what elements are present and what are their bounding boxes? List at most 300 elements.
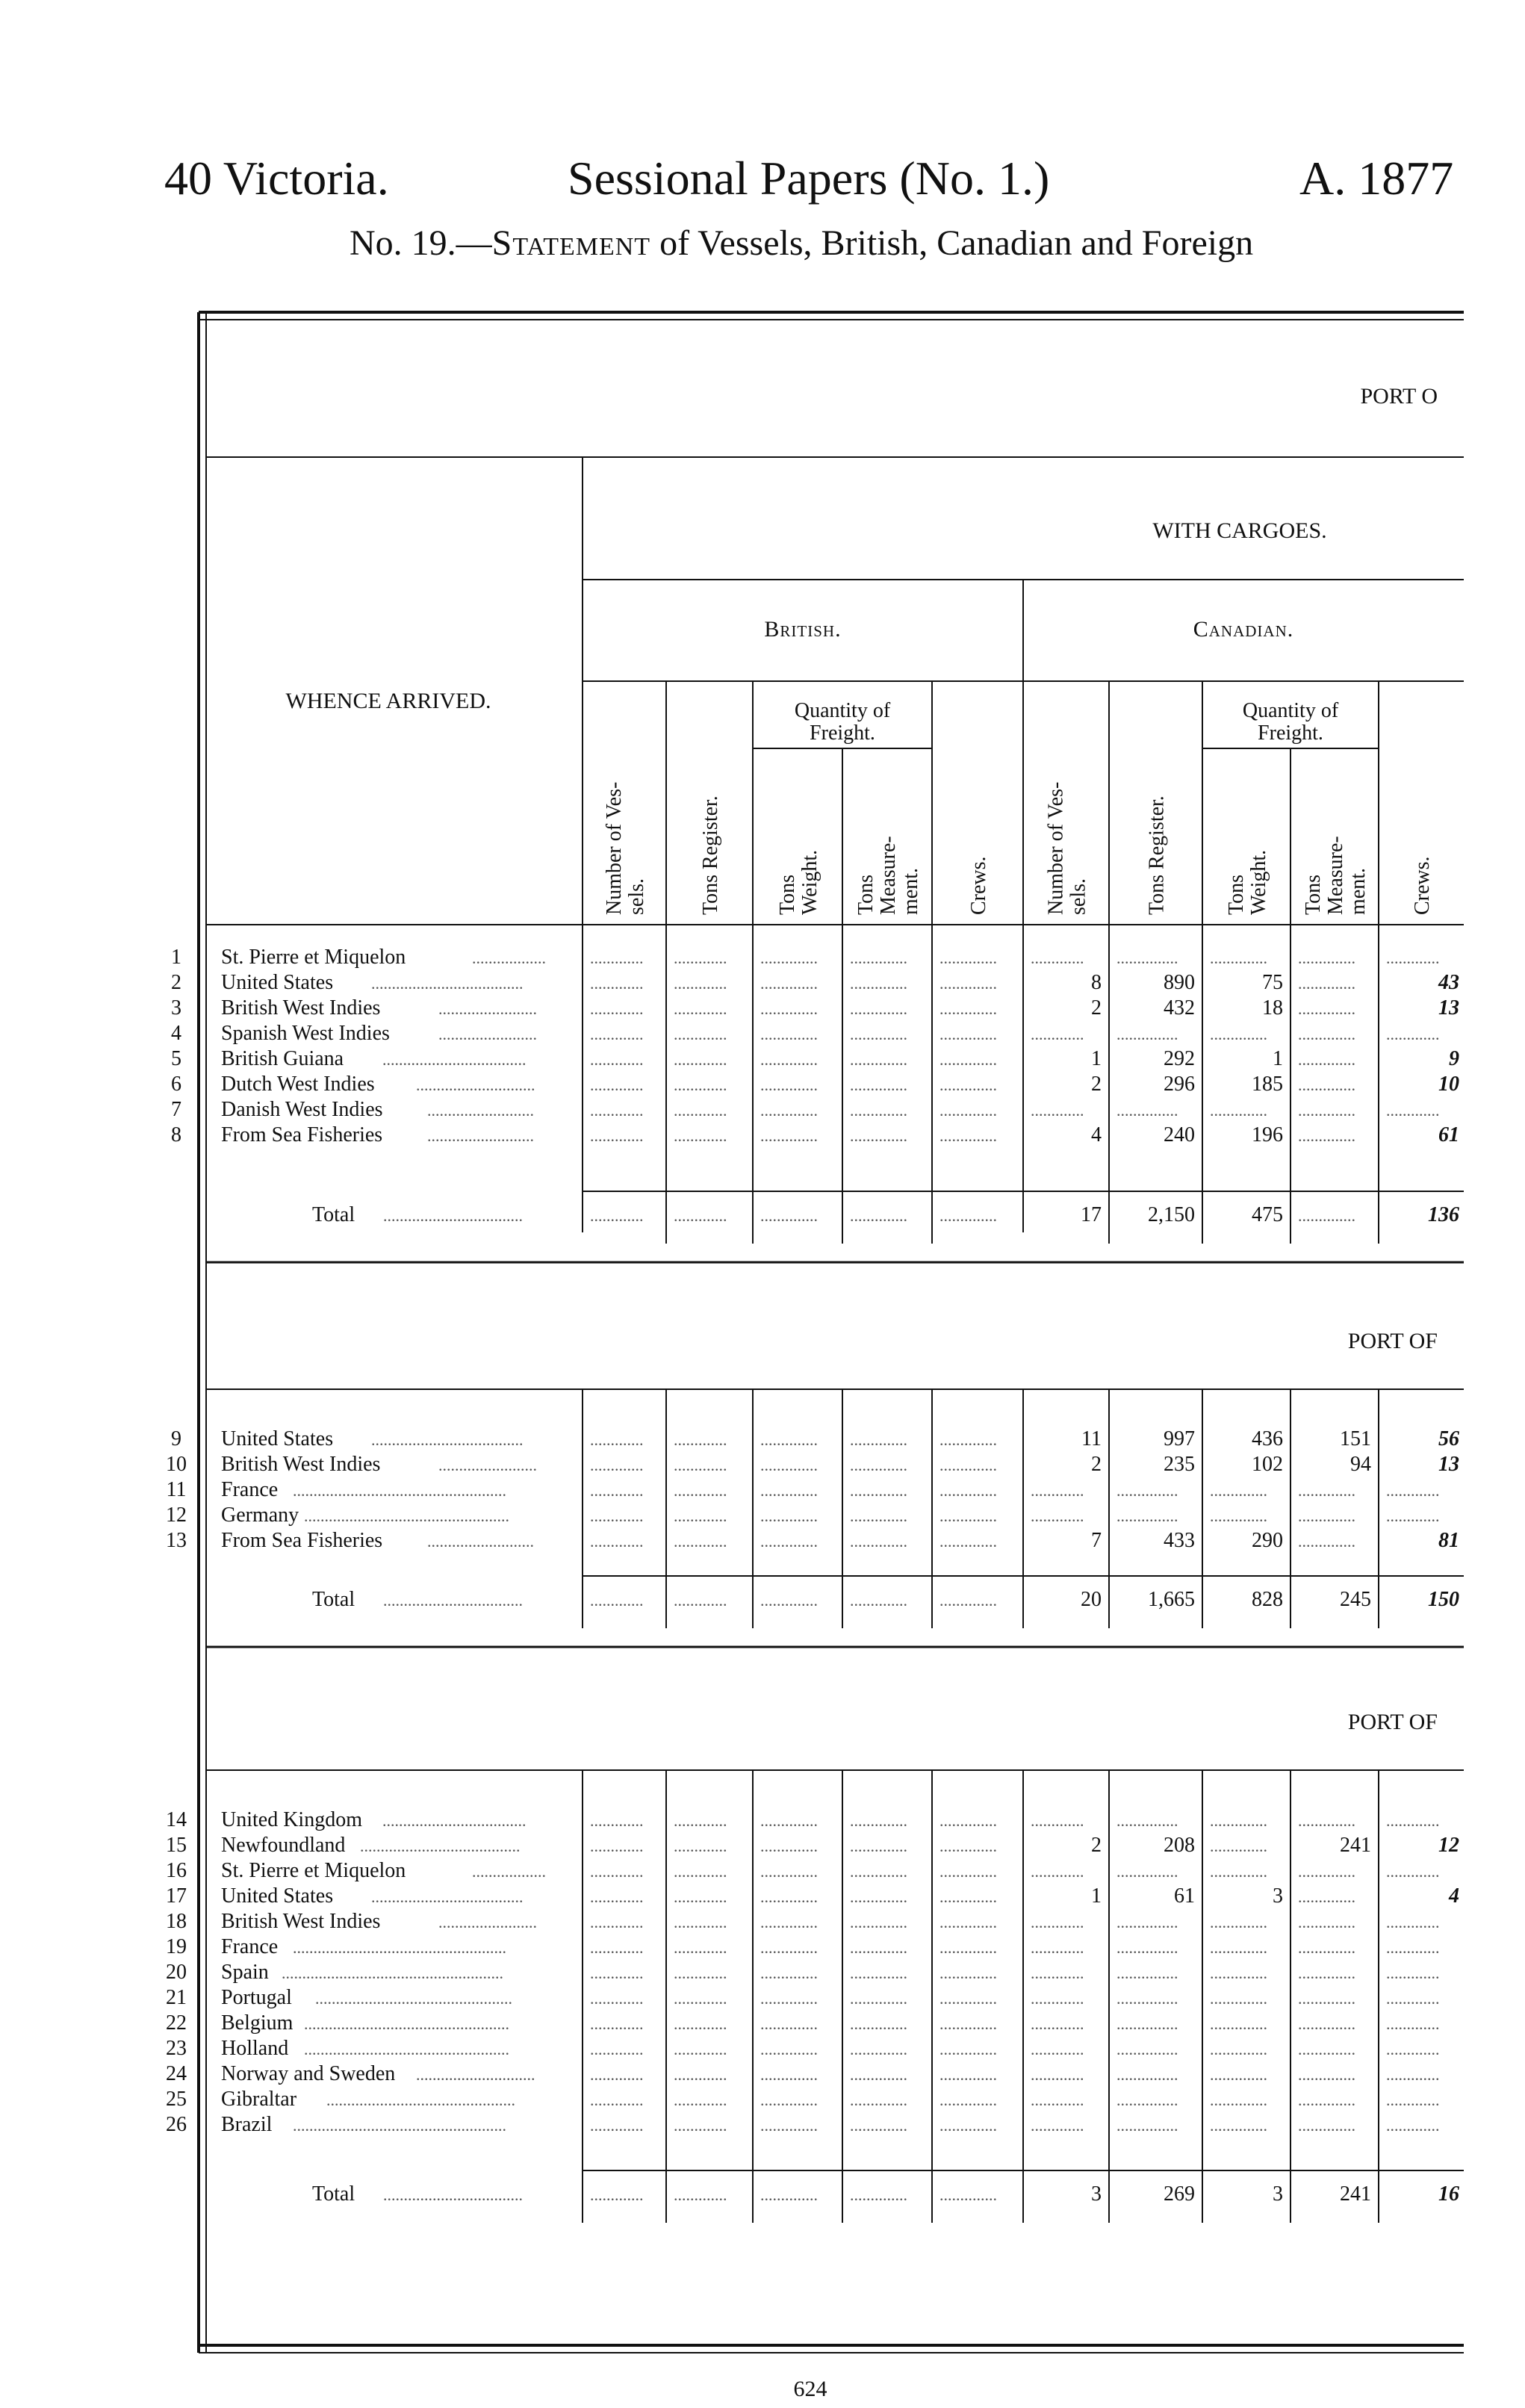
- empty-cell-dots: .............: [590, 1913, 644, 1931]
- empty-cell-dots: ..............: [1298, 1938, 1355, 1957]
- empty-cell-dots: .............: [590, 1591, 644, 1610]
- empty-cell-dots: ..............: [939, 2065, 997, 2084]
- empty-cell-dots: ..............: [939, 1206, 997, 1225]
- title-statement: Statement: [491, 223, 651, 263]
- empty-cell-dots: .............: [1386, 1025, 1440, 1043]
- empty-cell-dots: ...............: [1116, 1913, 1178, 1931]
- canadian-crew-value: 13: [1438, 1453, 1459, 1476]
- row-name: Gibraltar: [221, 2088, 297, 2111]
- canadian-value: 94: [1350, 1453, 1371, 1476]
- empty-cell-dots: ..............: [760, 1989, 818, 2008]
- row-name: United States: [221, 1427, 334, 1450]
- empty-cell-dots: ..............: [1298, 1126, 1355, 1145]
- empty-cell-dots: .............: [1386, 1862, 1440, 1881]
- empty-cell-dots: ..............: [850, 1989, 907, 2008]
- empty-cell-dots: .............: [674, 2040, 727, 2058]
- row-number: 16: [166, 1859, 187, 1882]
- british-number-of-vessels-header: [603, 782, 648, 915]
- leader-dots: ..................................................: [304, 2014, 509, 2033]
- empty-cell-dots: ..............: [1210, 949, 1267, 967]
- empty-cell-dots: .............: [1386, 949, 1440, 967]
- empty-cell-dots: ...............: [1116, 2040, 1178, 2058]
- page-number: 624: [793, 2377, 827, 2401]
- empty-cell-dots: ..............: [939, 1887, 997, 1906]
- leader-dots: ........................: [438, 1025, 537, 1043]
- empty-cell-dots: .............: [1031, 949, 1084, 967]
- empty-cell-dots: ..............: [850, 1532, 907, 1551]
- empty-cell-dots: ..............: [1210, 1938, 1267, 1957]
- empty-cell-dots: ..............: [850, 1456, 907, 1474]
- row-number: 21: [166, 1986, 187, 2009]
- empty-cell-dots: ...............: [1116, 1811, 1178, 1830]
- empty-cell-dots: .............: [674, 2065, 727, 2084]
- freight-label-canadian-2: Freight.: [1258, 722, 1323, 745]
- empty-cell-dots: ..............: [1298, 1025, 1355, 1043]
- leader-dots: ........................: [438, 999, 537, 1018]
- empty-cell-dots: .............: [590, 1206, 644, 1225]
- empty-cell-dots: ..............: [939, 1811, 997, 1830]
- row-name: British Guiana: [221, 1047, 344, 1070]
- british-tons-register-header: [699, 795, 722, 915]
- empty-cell-dots: .............: [590, 2116, 644, 2135]
- canadian-value: 18: [1262, 996, 1283, 1020]
- empty-cell-dots: ..............: [850, 1206, 907, 1225]
- canadian-tons-measurement-header-line-1: Tons: [1302, 874, 1325, 915]
- leader-dots: ..........................: [427, 1126, 534, 1145]
- total-crew-value: 136: [1428, 1203, 1459, 1226]
- canadian-tons-weight-header-line-1: Tons: [1225, 874, 1248, 915]
- canadian-crew-value: 43: [1438, 971, 1459, 994]
- empty-cell-dots: ..............: [939, 1456, 997, 1474]
- canadian-crew-value: 61: [1438, 1123, 1459, 1146]
- empty-cell-dots: .............: [590, 2065, 644, 2084]
- canadian-value: 2: [1091, 1834, 1102, 1857]
- empty-cell-dots: ..............: [850, 1591, 907, 1610]
- port-label-3: PORT OF: [1347, 1710, 1438, 1734]
- empty-cell-dots: ..............: [760, 1430, 818, 1449]
- empty-cell-dots: .............: [590, 1532, 644, 1551]
- empty-cell-dots: ..............: [1298, 1506, 1355, 1525]
- total-canadian-value: 475: [1252, 1203, 1283, 1226]
- empty-cell-dots: ..............: [850, 1811, 907, 1830]
- total-label: Total: [312, 1203, 355, 1226]
- row-number: 18: [166, 1910, 187, 1933]
- row-name: Belgium: [221, 2011, 293, 2035]
- total-crew-value: 16: [1438, 2182, 1459, 2206]
- leader-dots: ..................................................: [304, 2040, 509, 2058]
- empty-cell-dots: .............: [590, 1837, 644, 1855]
- empty-cell-dots: ..............: [760, 1076, 818, 1094]
- canadian-crew-value: 9: [1449, 1047, 1459, 1070]
- canadian-value: 208: [1164, 1834, 1195, 1857]
- empty-cell-dots: .............: [1386, 2116, 1440, 2135]
- empty-cell-dots: .............: [1031, 1101, 1084, 1120]
- canadian-tons-measurement-header-line-2: Measure-: [1324, 836, 1347, 915]
- canadian-value: 3: [1273, 1884, 1283, 1908]
- total-canadian-value: 245: [1340, 1588, 1371, 1611]
- empty-cell-dots: .............: [674, 1206, 727, 1225]
- total-canadian-value: 2,150: [1148, 1203, 1195, 1226]
- british-tons-measurement-header-line-3: ment.: [899, 868, 922, 915]
- empty-cell-dots: .............: [1031, 1862, 1084, 1881]
- british-heading: British.: [764, 617, 842, 642]
- empty-cell-dots: ..............: [850, 1913, 907, 1931]
- empty-cell-dots: .............: [590, 1025, 644, 1043]
- row-number: 13: [166, 1529, 187, 1552]
- empty-cell-dots: ..............: [760, 2014, 818, 2033]
- header-center: Sessional Papers (No. 1.): [568, 152, 1050, 205]
- british-tons-weight-header-line-2: Weight.: [798, 849, 821, 915]
- leader-dots: .....................................: [371, 974, 524, 993]
- freight-label-british-1: Quantity of: [794, 699, 891, 722]
- leader-dots: ........................: [438, 1456, 537, 1474]
- canadian-value: 997: [1164, 1427, 1195, 1450]
- row-number: 8: [171, 1123, 181, 1146]
- empty-cell-dots: ..............: [1298, 1532, 1355, 1551]
- empty-cell-dots: .............: [674, 1456, 727, 1474]
- empty-cell-dots: ..............: [1210, 1989, 1267, 2008]
- row-number: 5: [171, 1047, 181, 1070]
- canadian-crew-value: 81: [1438, 1529, 1459, 1552]
- canadian-value: 2: [1091, 1453, 1102, 1476]
- empty-cell-dots: ..............: [939, 1532, 997, 1551]
- empty-cell-dots: ..............: [1210, 1913, 1267, 1931]
- empty-cell-dots: .............: [674, 1101, 727, 1120]
- row-number: 7: [171, 1098, 181, 1121]
- empty-cell-dots: ..............: [1210, 2116, 1267, 2135]
- empty-cell-dots: ..............: [1210, 1506, 1267, 1525]
- empty-cell-dots: .............: [1031, 1989, 1084, 2008]
- empty-cell-dots: .............: [674, 1913, 727, 1931]
- empty-cell-dots: .............: [1031, 2116, 1084, 2135]
- leader-dots: .....................................: [371, 1430, 524, 1449]
- leader-dots: .......................................: [360, 1837, 521, 1855]
- row-name: British West Indies: [221, 996, 381, 1020]
- total-canadian-value: 3: [1273, 2182, 1283, 2206]
- empty-cell-dots: .............: [1031, 2014, 1084, 2033]
- empty-cell-dots: ..............: [939, 1101, 997, 1120]
- empty-cell-dots: .............: [674, 1989, 727, 2008]
- canadian-tons-register-header: [1146, 795, 1169, 915]
- row-name: Danish West Indies: [221, 1098, 383, 1121]
- empty-cell-dots: .............: [674, 1938, 727, 1957]
- empty-cell-dots: ..............: [850, 974, 907, 993]
- row-name: British West Indies: [221, 1453, 381, 1476]
- canadian-value: 185: [1252, 1073, 1283, 1096]
- canadian-tons-weight-header-line-2: Weight.: [1247, 849, 1270, 915]
- empty-cell-dots: .............: [1386, 1989, 1440, 2008]
- empty-cell-dots: ..............: [1298, 2065, 1355, 2084]
- empty-cell-dots: .............: [1386, 1938, 1440, 1957]
- british-tons-measurement-header-line-2: Measure-: [877, 836, 900, 915]
- empty-cell-dots: ..............: [760, 1837, 818, 1855]
- empty-cell-dots: .............: [1031, 1964, 1084, 1982]
- empty-cell-dots: ..............: [1210, 1025, 1267, 1043]
- empty-cell-dots: ..............: [760, 999, 818, 1018]
- row-name: St. Pierre et Miquelon: [221, 946, 406, 969]
- empty-cell-dots: .............: [674, 1126, 727, 1145]
- total-crew-value: 150: [1428, 1588, 1459, 1611]
- canadian-tons-register-header-line-1: Tons Register.: [1145, 795, 1169, 915]
- british-tons-weight-header: [776, 850, 821, 915]
- empty-cell-dots: ..............: [1298, 999, 1355, 1018]
- empty-cell-dots: .............: [674, 999, 727, 1018]
- empty-cell-dots: .............: [1031, 1811, 1084, 1830]
- row-number: 3: [171, 996, 181, 1020]
- empty-cell-dots: ..............: [850, 2014, 907, 2033]
- empty-cell-dots: ..............: [1298, 1862, 1355, 1881]
- empty-cell-dots: ..............: [1210, 2014, 1267, 2033]
- empty-cell-dots: ...............: [1116, 949, 1178, 967]
- empty-cell-dots: ..............: [1298, 1887, 1355, 1906]
- empty-cell-dots: ..............: [850, 2116, 907, 2135]
- port-label-1: PORT O: [1360, 384, 1438, 409]
- empty-cell-dots: .............: [590, 974, 644, 993]
- empty-cell-dots: ...............: [1116, 2065, 1178, 2084]
- row-name: Germany: [221, 1504, 299, 1527]
- empty-cell-dots: ..............: [939, 2014, 997, 2033]
- british-tons-measurement-header: [854, 836, 922, 915]
- row-number: 4: [171, 1022, 181, 1045]
- empty-cell-dots: .............: [674, 2091, 727, 2109]
- empty-cell-dots: ..............: [1210, 2065, 1267, 2084]
- british-crews-header-line-1: Crews.: [967, 856, 990, 915]
- empty-cell-dots: .............: [590, 1481, 644, 1500]
- empty-cell-dots: ..............: [760, 974, 818, 993]
- empty-cell-dots: ..............: [939, 949, 997, 967]
- empty-cell-dots: ..............: [939, 1964, 997, 1982]
- empty-cell-dots: .............: [590, 1076, 644, 1094]
- port-label-2: PORT OF: [1347, 1329, 1438, 1353]
- canadian-tons-weight-header: [1225, 850, 1270, 915]
- empty-cell-dots: ..............: [1210, 2040, 1267, 2058]
- canadian-value: 432: [1164, 996, 1195, 1020]
- leader-dots: ......................................................: [282, 1964, 503, 1982]
- empty-cell-dots: ..............: [760, 1050, 818, 1069]
- empty-cell-dots: ..............: [850, 1101, 907, 1120]
- canadian-value: 151: [1340, 1427, 1371, 1450]
- row-name: Holland: [221, 2037, 289, 2060]
- leader-dots: ..................................................: [304, 1506, 509, 1525]
- empty-cell-dots: .............: [590, 2040, 644, 2058]
- row-number: 22: [166, 2011, 187, 2035]
- empty-cell-dots: ..............: [850, 1430, 907, 1449]
- empty-cell-dots: .............: [1386, 2091, 1440, 2109]
- empty-cell-dots: .............: [674, 1076, 727, 1094]
- empty-cell-dots: .............: [590, 1964, 644, 1982]
- empty-cell-dots: .............: [674, 1837, 727, 1855]
- canadian-number-of-vessels-header-line-2: sels.: [1066, 878, 1090, 915]
- canadian-tons-measurement-header: [1302, 836, 1370, 915]
- leader-dots: ....................................................: [293, 2116, 506, 2135]
- empty-cell-dots: ..............: [850, 949, 907, 967]
- canadian-crew-value: 10: [1438, 1073, 1459, 1096]
- total-label: Total: [312, 1588, 355, 1611]
- canadian-crews-header-line-1: Crews.: [1411, 856, 1434, 915]
- empty-cell-dots: ..............: [1298, 1481, 1355, 1500]
- empty-cell-dots: .............: [590, 1811, 644, 1830]
- empty-cell-dots: ..............: [760, 1964, 818, 1982]
- empty-cell-dots: ..............: [1298, 2014, 1355, 2033]
- empty-cell-dots: ..............: [1210, 1481, 1267, 1500]
- total-canadian-value: 828: [1252, 1588, 1283, 1611]
- row-name: United States: [221, 1884, 334, 1908]
- empty-cell-dots: ..............: [760, 1938, 818, 1957]
- empty-cell-dots: ..............: [760, 1456, 818, 1474]
- empty-cell-dots: .............: [1031, 1025, 1084, 1043]
- leader-dots: ..................................: [383, 1591, 523, 1610]
- empty-cell-dots: ..............: [850, 1050, 907, 1069]
- british-crews-header: [967, 856, 990, 915]
- empty-cell-dots: ..............: [939, 1591, 997, 1610]
- empty-cell-dots: .............: [674, 1862, 727, 1881]
- canadian-value: 296: [1164, 1073, 1195, 1096]
- total-label: Total: [312, 2182, 355, 2206]
- empty-cell-dots: .............: [674, 2014, 727, 2033]
- empty-cell-dots: .............: [590, 1989, 644, 2008]
- empty-cell-dots: .............: [590, 1938, 644, 1957]
- whence-arrived-heading: WHENCE ARRIVED.: [285, 689, 491, 713]
- empty-cell-dots: ..............: [850, 1862, 907, 1881]
- row-number: 10: [166, 1453, 187, 1476]
- freight-label-canadian-1: Quantity of: [1242, 699, 1339, 722]
- empty-cell-dots: ..............: [760, 1101, 818, 1120]
- empty-cell-dots: ..............: [850, 1837, 907, 1855]
- empty-cell-dots: ..............: [939, 1076, 997, 1094]
- row-number: 14: [166, 1808, 187, 1831]
- empty-cell-dots: ..............: [760, 2065, 818, 2084]
- row-name: British West Indies: [221, 1910, 381, 1933]
- empty-cell-dots: .............: [1386, 2014, 1440, 2033]
- british-tons-weight-header-line-1: Tons: [776, 874, 799, 915]
- empty-cell-dots: ..............: [760, 2040, 818, 2058]
- empty-cell-dots: ..............: [850, 1964, 907, 1982]
- empty-cell-dots: ..............: [760, 1506, 818, 1525]
- leader-dots: .....................................: [371, 1887, 524, 1906]
- empty-cell-dots: ..............: [1298, 1913, 1355, 1931]
- empty-cell-dots: ..............: [1298, 2091, 1355, 2109]
- row-name: St. Pierre et Miquelon: [221, 1859, 406, 1882]
- empty-cell-dots: ..............: [1298, 1989, 1355, 2008]
- row-name: United Kingdom: [221, 1808, 362, 1831]
- canadian-value: 61: [1174, 1884, 1195, 1908]
- empty-cell-dots: .............: [1386, 2065, 1440, 2084]
- empty-cell-dots: ..............: [1298, 2116, 1355, 2135]
- empty-cell-dots: ..............: [760, 1025, 818, 1043]
- row-number: 9: [171, 1427, 181, 1450]
- empty-cell-dots: ...............: [1116, 1862, 1178, 1881]
- canadian-value: 2: [1091, 996, 1102, 1020]
- empty-cell-dots: .............: [674, 1481, 727, 1500]
- canadian-heading: Canadian.: [1193, 617, 1294, 642]
- canadian-value: 1: [1091, 1047, 1102, 1070]
- empty-cell-dots: ..............: [760, 2185, 818, 2204]
- leader-dots: ..................................: [383, 2185, 523, 2204]
- empty-cell-dots: ..............: [939, 2116, 997, 2135]
- row-number: 17: [166, 1884, 187, 1908]
- empty-cell-dots: ..............: [850, 2065, 907, 2084]
- row-name: Newfoundland: [221, 1834, 346, 1857]
- empty-cell-dots: ...............: [1116, 2116, 1178, 2135]
- canadian-value: 241: [1340, 1834, 1371, 1857]
- empty-cell-dots: ..............: [1298, 1206, 1355, 1225]
- empty-cell-dots: .............: [674, 949, 727, 967]
- empty-cell-dots: ..............: [850, 2185, 907, 2204]
- empty-cell-dots: ..............: [850, 2040, 907, 2058]
- empty-cell-dots: ...............: [1116, 1938, 1178, 1957]
- empty-cell-dots: ..............: [760, 2091, 818, 2109]
- empty-cell-dots: ..............: [760, 1206, 818, 1225]
- empty-cell-dots: .............: [590, 1101, 644, 1120]
- canadian-value: 102: [1252, 1453, 1283, 1476]
- empty-cell-dots: ..............: [1210, 1964, 1267, 1982]
- empty-cell-dots: ..............: [939, 1989, 997, 2008]
- empty-cell-dots: ..............: [850, 1938, 907, 1957]
- empty-cell-dots: ..............: [1210, 1862, 1267, 1881]
- empty-cell-dots: .............: [1031, 1913, 1084, 1931]
- canadian-value: 1: [1273, 1047, 1283, 1070]
- empty-cell-dots: .............: [674, 1964, 727, 1982]
- empty-cell-dots: .............: [674, 2185, 727, 2204]
- canadian-value: 292: [1164, 1047, 1195, 1070]
- empty-cell-dots: ..............: [939, 1938, 997, 1957]
- empty-cell-dots: ..............: [760, 1887, 818, 1906]
- empty-cell-dots: ..............: [850, 1126, 907, 1145]
- row-number: 11: [166, 1478, 187, 1501]
- empty-cell-dots: .............: [590, 2091, 644, 2109]
- total-canadian-value: 241: [1340, 2182, 1371, 2206]
- canadian-crew-value: 4: [1449, 1884, 1459, 1908]
- empty-cell-dots: .............: [1031, 1481, 1084, 1500]
- empty-cell-dots: ...............: [1116, 1989, 1178, 2008]
- leader-dots: ..................: [472, 949, 546, 967]
- empty-cell-dots: ..............: [1298, 2040, 1355, 2058]
- empty-cell-dots: ..............: [850, 2091, 907, 2109]
- empty-cell-dots: ...............: [1116, 1964, 1178, 1982]
- empty-cell-dots: .............: [590, 999, 644, 1018]
- canadian-value: 75: [1262, 971, 1283, 994]
- empty-cell-dots: .............: [1031, 1506, 1084, 1525]
- row-name: France: [221, 1478, 279, 1501]
- row-number: 12: [166, 1504, 187, 1527]
- empty-cell-dots: .............: [1031, 2091, 1084, 2109]
- canadian-value: 290: [1252, 1529, 1283, 1552]
- empty-cell-dots: ..............: [1210, 1101, 1267, 1120]
- empty-cell-dots: ...............: [1116, 2091, 1178, 2109]
- empty-cell-dots: .............: [1031, 1938, 1084, 1957]
- empty-cell-dots: ..............: [1298, 1050, 1355, 1069]
- total-canadian-value: 17: [1081, 1203, 1102, 1226]
- empty-cell-dots: .............: [1031, 2065, 1084, 2084]
- title-prefix: No. 19.—: [350, 223, 492, 263]
- row-number: 25: [166, 2088, 187, 2111]
- canadian-number-of-vessels-header: [1045, 782, 1090, 915]
- empty-cell-dots: ..............: [939, 1050, 997, 1069]
- canadian-value: 890: [1164, 971, 1195, 994]
- empty-cell-dots: ..............: [760, 1913, 818, 1931]
- empty-cell-dots: .............: [590, 1050, 644, 1069]
- empty-cell-dots: ..............: [1298, 1811, 1355, 1830]
- empty-cell-dots: ..............: [850, 1887, 907, 1906]
- empty-cell-dots: ..............: [760, 1481, 818, 1500]
- canadian-value: 11: [1081, 1427, 1102, 1450]
- empty-cell-dots: .............: [674, 1050, 727, 1069]
- leader-dots: ..........................: [427, 1101, 534, 1120]
- empty-cell-dots: ..............: [939, 999, 997, 1018]
- row-name: Portugal: [221, 1986, 292, 2009]
- canadian-crew-value: 56: [1438, 1427, 1459, 1450]
- empty-cell-dots: ..............: [850, 1481, 907, 1500]
